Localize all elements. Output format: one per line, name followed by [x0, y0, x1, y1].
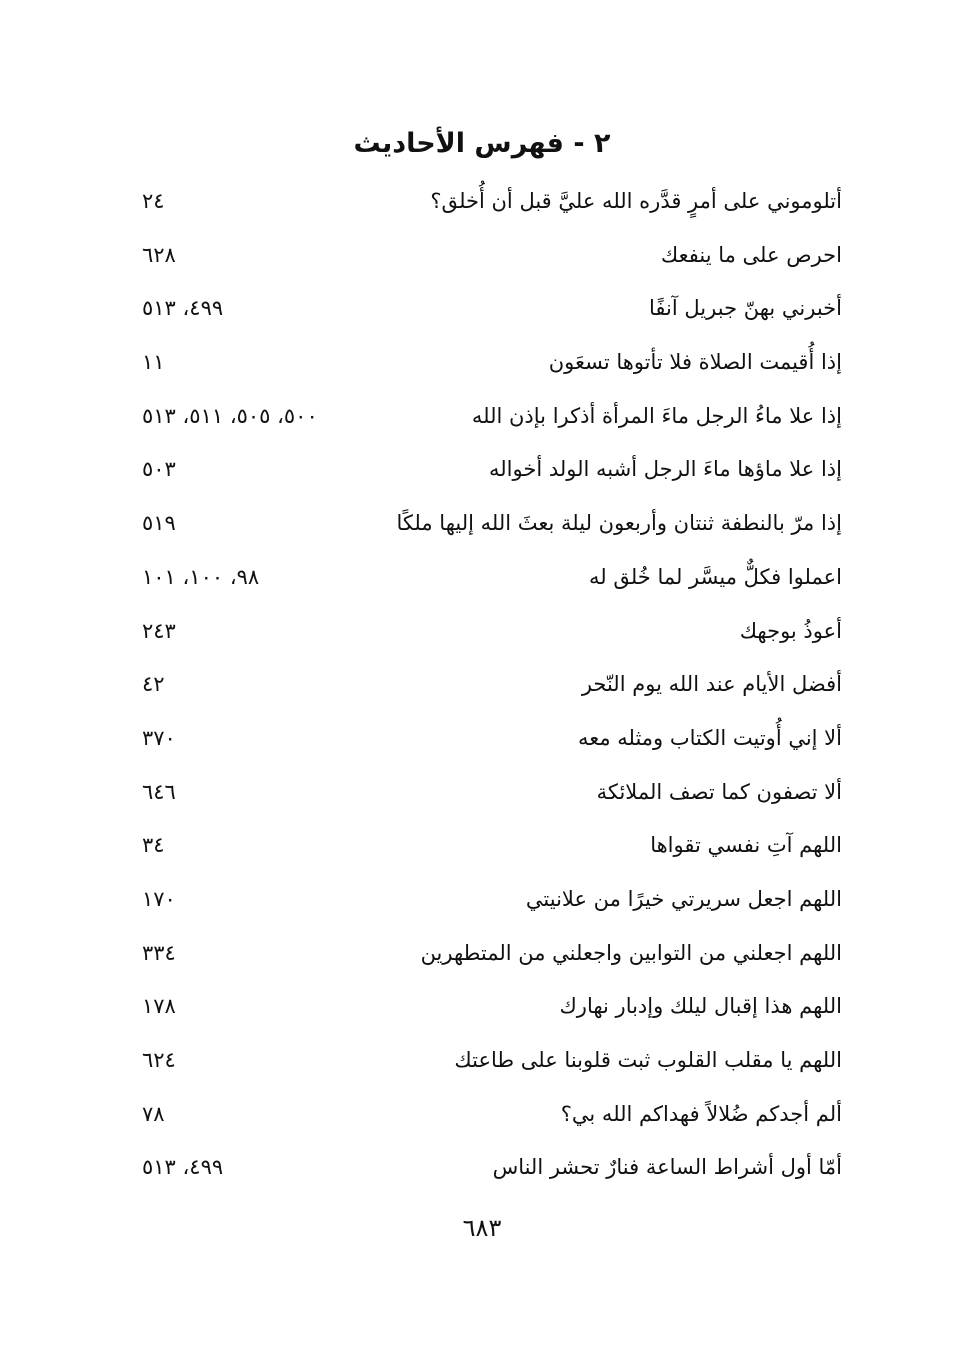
index-entry — [0, 1144, 964, 1198]
hadith-text: اعملوا فكلٌّ ميسَّر لما خُلق له — [588, 564, 842, 589]
hadith-text: اللهم اجعلني من التوابين واجعلني من المتطهرين — [420, 940, 842, 965]
page-references: ٤٩٩، ٥١٣ — [142, 1155, 224, 1180]
index-entry — [0, 393, 964, 447]
index-entry — [0, 232, 964, 286]
index-entry — [0, 661, 964, 715]
page-references: ٢٤ — [142, 189, 165, 213]
page-references: ٤٩٩، ٥١٣ — [142, 296, 224, 321]
hadith-index-list — [0, 178, 964, 1198]
hadith-text: ألم أجدكم ضُلالاً فهداكم الله بي؟ — [560, 1101, 842, 1126]
hadith-text: إذا مرّ بالنطفة ثنتان وأربعون ليلة بعثَ الله إليها ملكًا — [396, 511, 842, 536]
index-entry — [0, 822, 964, 876]
index-entry — [0, 983, 964, 1037]
page-references: ٩٨، ١٠٠، ١٠١ — [142, 564, 260, 589]
page-references: ٥٠٠، ٥٠٥، ٥١١، ٥١٣ — [142, 403, 318, 428]
hadith-text: أخبرني بهنّ جبريل آنفًا — [649, 296, 842, 321]
page-references: ٥١٩ — [142, 511, 176, 536]
index-entry — [0, 876, 964, 930]
index-entry — [0, 1037, 964, 1091]
hadith-text: اللهم اجعل سريرتي خيرًا من علانيتي — [525, 886, 842, 911]
hadith-text: أمّا أول أشراط الساعة فنارٌ تحشر الناس — [492, 1155, 842, 1180]
index-entry — [0, 446, 964, 500]
page-number: ٦٨٣ — [462, 1214, 502, 1242]
page-references: ٦٤٦ — [142, 779, 176, 804]
page-references: ٣٤ — [142, 833, 165, 858]
index-entry — [0, 178, 964, 232]
index-entry — [0, 769, 964, 823]
hadith-text: إذا علا ماؤها ماءَ الرجل أشبه الولد أخواله — [489, 457, 842, 482]
index-entry — [0, 339, 964, 393]
page-references: ٥٠٣ — [142, 457, 176, 482]
index-entry — [0, 930, 964, 984]
index-entry — [0, 1091, 964, 1145]
hadith-text: أتلوموني على أمرٍ قدَّره الله عليَّ قبل أن أُخلق؟ — [430, 189, 842, 213]
page-references: ١٧٨ — [142, 994, 176, 1019]
page-references: ٦٢٤ — [142, 1048, 176, 1072]
index-title: ٢ - فهرس الأحاديث — [353, 128, 611, 159]
hadith-text: احرص على ما ينفعك — [660, 242, 842, 267]
hadith-text: أعوذُ بوجهك — [739, 618, 842, 643]
page-references: ٤٢ — [142, 672, 165, 697]
hadith-text: إذا أُقيمت الصلاة فلا تأتوها تسعَون — [548, 350, 842, 375]
index-entry — [0, 285, 964, 339]
index-entry — [0, 608, 964, 662]
page-references: ١٧٠ — [142, 886, 176, 911]
hadith-text: ألا إني أُوتيت الكتاب ومثله معه — [577, 725, 842, 750]
hadith-text: إذا علا ماءُ الرجل ماءَ المرأة أذكرا بإذن الله — [471, 403, 842, 428]
hadith-text: اللهم آتِ نفسي تقواها — [650, 833, 842, 858]
page-references: ٦٢٨ — [142, 242, 176, 267]
index-entry — [0, 500, 964, 554]
page-references: ٢٤٣ — [142, 618, 176, 643]
page-references: ٧٨ — [142, 1101, 165, 1126]
index-entry — [0, 554, 964, 608]
hadith-text: أفضل الأيام عند الله يوم النّحر — [581, 672, 842, 697]
page-references: ١١ — [142, 350, 165, 375]
page-references: ٣٣٤ — [142, 940, 176, 965]
hadith-text: اللهم يا مقلب القلوب ثبت قلوبنا على طاعتك — [454, 1048, 842, 1072]
page-references: ٣٧٠ — [142, 725, 176, 750]
hadith-text: ألا تصفون كما تصف الملائكة — [596, 779, 842, 804]
index-entry — [0, 715, 964, 769]
hadith-text: اللهم هذا إقبال ليلك وإدبار نهارك — [559, 994, 842, 1019]
